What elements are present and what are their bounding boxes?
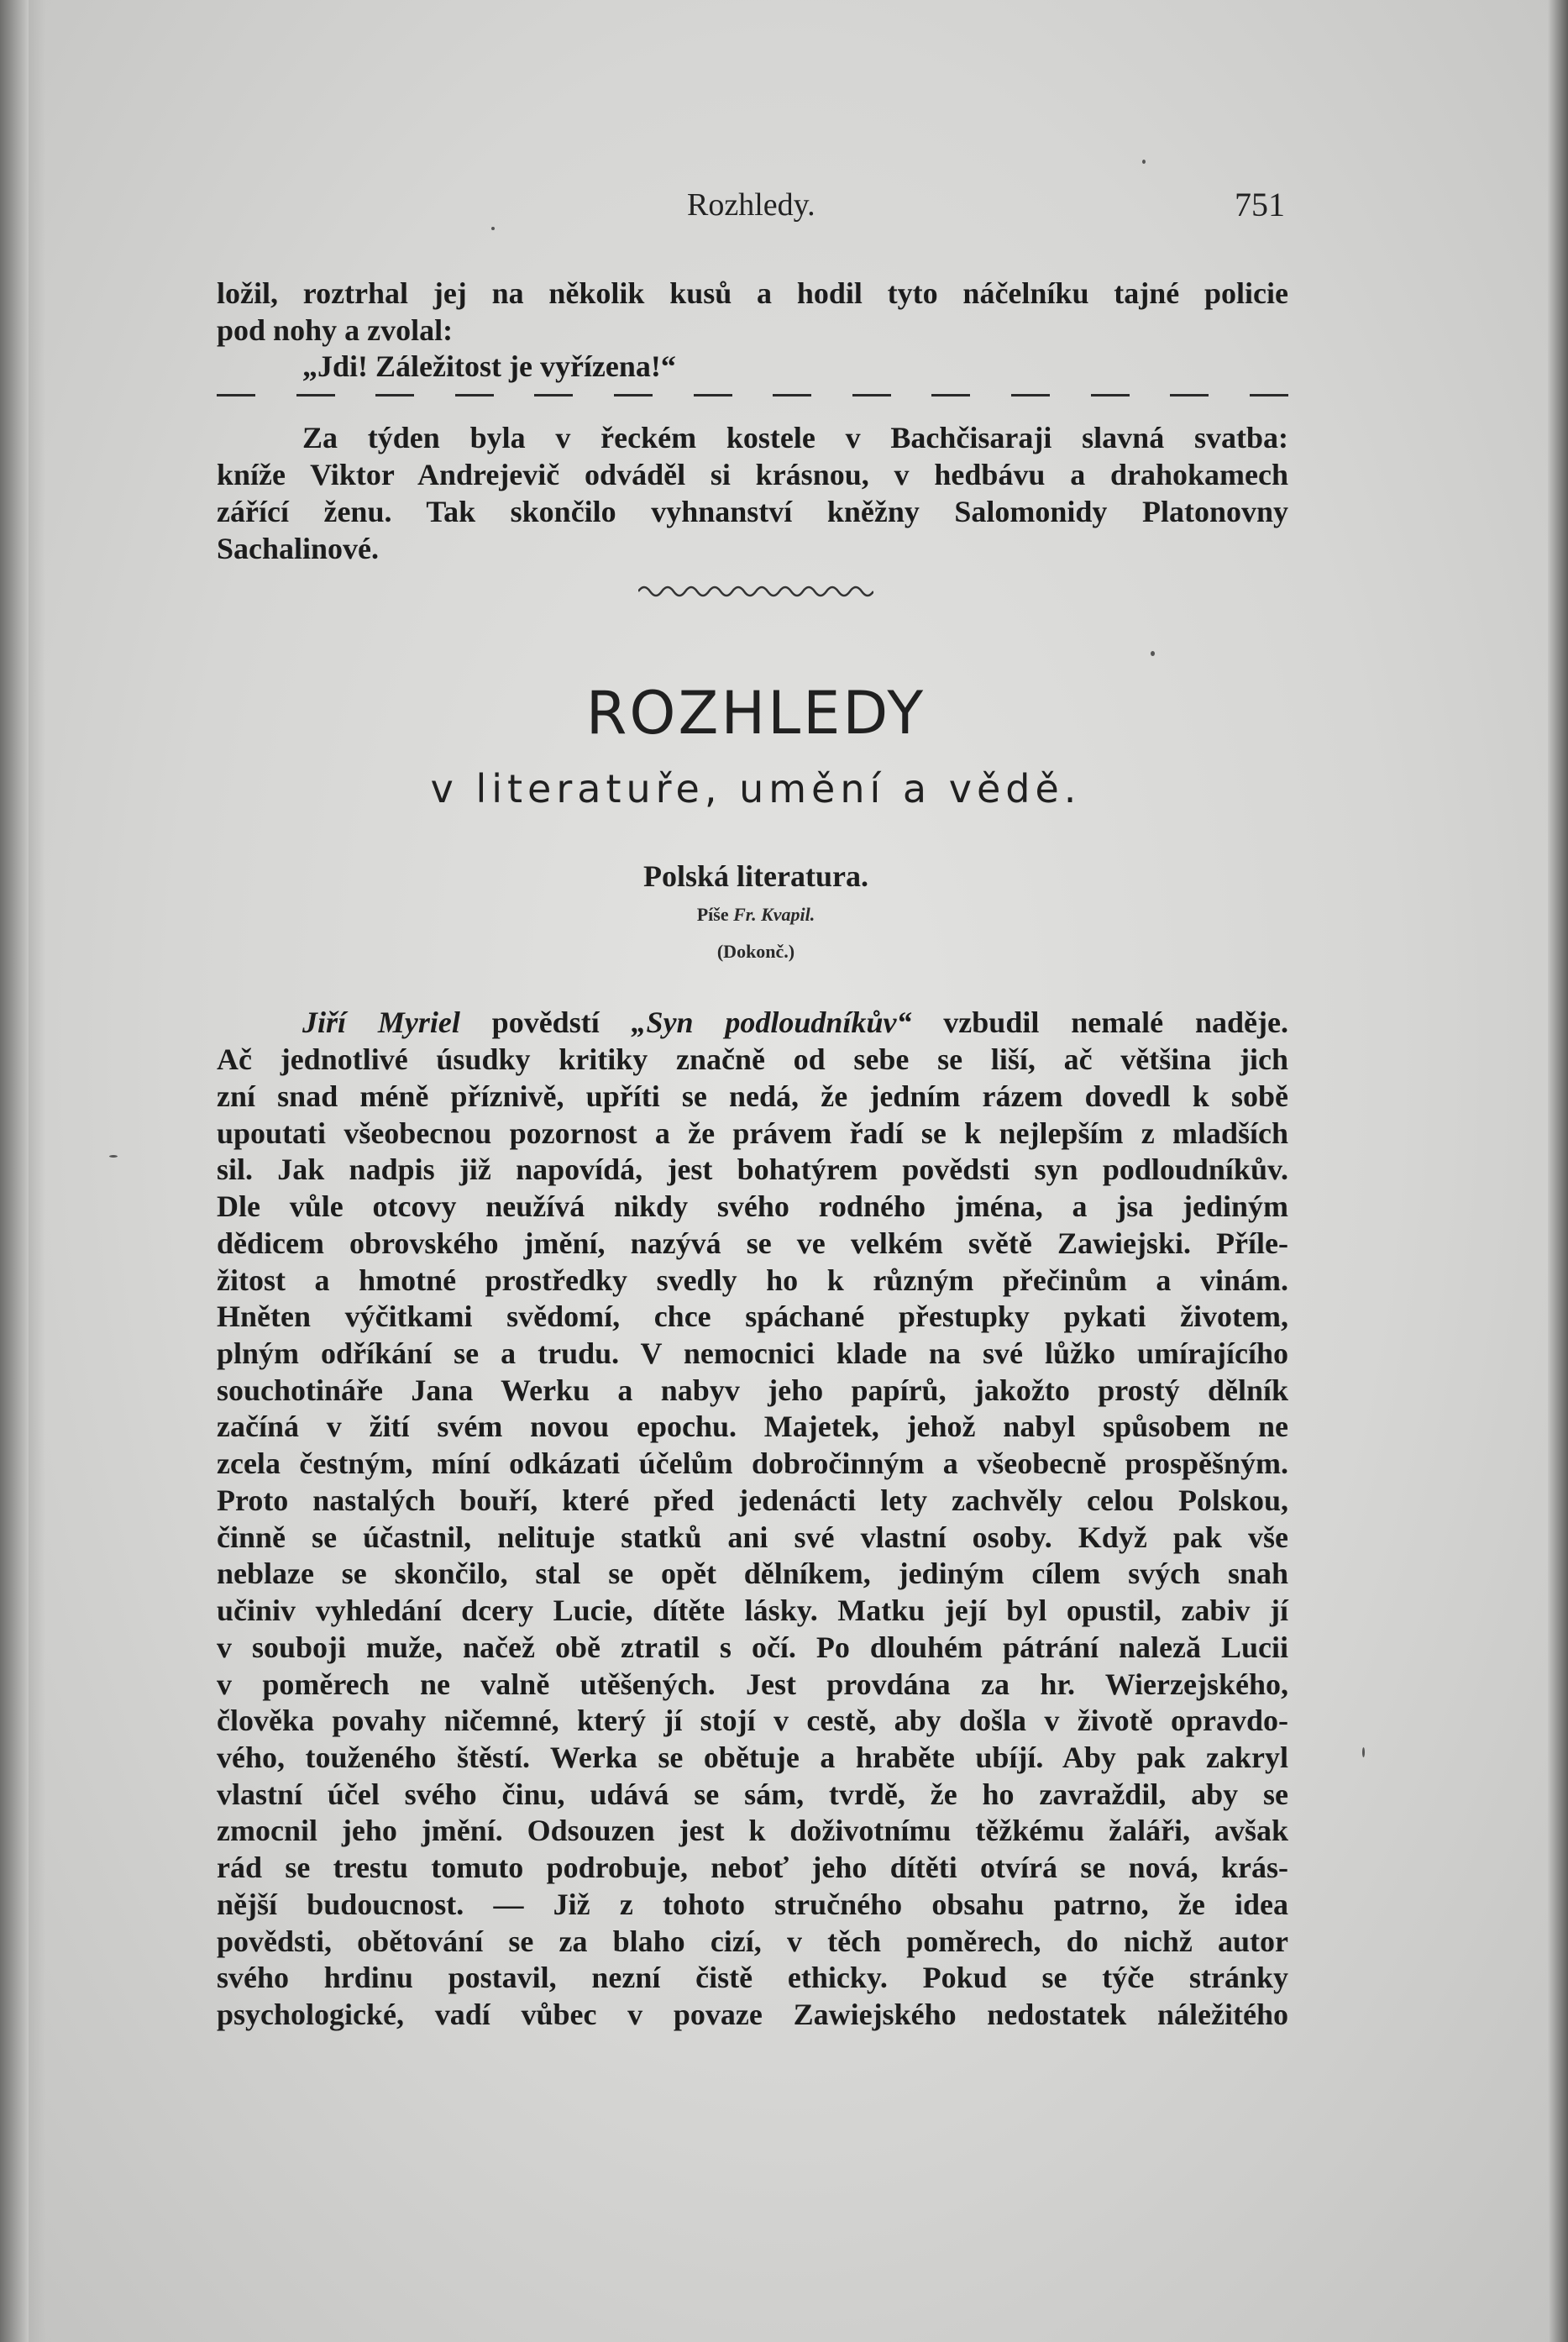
text-fragment: povědstí <box>459 1006 632 1039</box>
text-line: vého, touženého štěstí. Werka se obětuje a hraběte ubíjí. Aby pak zakryl <box>217 1741 1288 1774</box>
text-line: učiniv vyhledání dcery Lucie, dítěte lásky. Matku její byl opustil, zabiv jí <box>217 1594 1288 1627</box>
print-speck <box>491 227 495 230</box>
print-speck <box>1362 1747 1365 1757</box>
page-number: 751 <box>1235 186 1285 223</box>
text-line: souchotináře Jana Werku a nabyv jeho papírů, jakožto prostý dělník <box>217 1373 1288 1407</box>
article-title: Polská literatura. <box>643 859 868 893</box>
text-line: pod nohy a zvolal: <box>217 313 454 347</box>
text-line: psychologické, vadí vůbec v povaze Zawiejského nedostatek náležitého <box>217 1998 1288 2031</box>
text-line: Proto nastalých bouří, které před jedenácti lety zachvěly celou Polskou, <box>217 1483 1288 1517</box>
page-edge-shadow <box>1548 0 1568 2342</box>
text-line: v souboji muže, načež obě ztratil s očí. Po dlouhém pátrání naleză Lucii <box>217 1630 1288 1664</box>
text-line: ložil, roztrhal jej na několik kusů a hodil tyto náčelníku tajné policie <box>217 276 1288 310</box>
byline-author: Fr. Kvapil. <box>733 904 815 925</box>
text-line: v poměrech ne valně utěšených. Jest provdána za hr. Wierzejského, <box>217 1667 1288 1701</box>
text-line: kníže Viktor Andrejevič odváděl si krásnou, v hedbávu a drahokamech <box>217 458 1288 491</box>
text-line: svého hrdinu postavil, nezní čistě ethicky. Pokud se týče stránky <box>217 1961 1288 1994</box>
byline <box>0 904 1512 926</box>
gutter-shadow <box>29 0 45 2342</box>
continued-note: (Dokonč.) <box>716 941 795 962</box>
text-line: Dle vůle otcovy neužívá nikdy svého rodného jména, a jsa jediným <box>217 1189 1288 1223</box>
text-line: Hněten výčitkami svědomí, chce spáchané přestupky pykati životem, <box>217 1300 1288 1333</box>
main-title: ROZHLEDY <box>585 679 926 748</box>
text-line: Za týden byla v řeckém kostele v Bachčisaraji slavná svatba: <box>302 421 1288 454</box>
text-line: zní snad méně příznivě, upříti se nedá, že jedním rázem dovedl k sobě <box>217 1079 1288 1113</box>
article-first-line <box>302 1005 1288 1040</box>
main-subtitle: v literatuře, umění a vědě. <box>430 766 1082 811</box>
print-speck <box>1142 160 1146 164</box>
text-line: zmocnil jeho jmění. Odsouzen jest k doživotnímu těžkému žaláři, avšak <box>217 1814 1288 1847</box>
text-line: nější budoucnost. — Již z tohoto stručného obsahu patrno, že idea <box>217 1888 1288 1921</box>
scene-break-dashes <box>217 394 1288 399</box>
text-line: „Jdi! Záležitost je vyřízena!“ <box>302 349 676 383</box>
text-fragment: vzbudil nemalé naděje. <box>911 1006 1288 1039</box>
print-speck <box>1151 651 1155 656</box>
text-line: rád se trestu tomuto podrobuje, neboť jeho dítěti otvírá se nová, krás- <box>217 1851 1288 1884</box>
text-line: zářící ženu. Tak skončilo vyhnanství kněžny Salomonidy Platonovny <box>217 495 1288 528</box>
print-speck <box>109 1155 118 1158</box>
text-line: Ač jednotlivé úsudky kritiky značně od sebe se liší, ač většina jich <box>217 1042 1288 1076</box>
byline-prefix: Píše <box>696 904 729 925</box>
text-line: sil. Jak nadpis již napovídá, jest bohatýrem povědsti syn podloudníkův. <box>217 1153 1288 1186</box>
author-name: Jiří Myriel <box>302 1006 460 1039</box>
text-line: dědicem obrovského jmění, nazývá se ve velkém světě Zawiejski. Příle- <box>217 1226 1288 1260</box>
running-head: Rozhledy. <box>687 187 815 223</box>
text-line: zcela čestným, míní odkázati účelům dobročinným a všeobecně prospěšným. <box>217 1447 1288 1480</box>
text-line: upoutati všeobecnou pozornost a že právem řadí se k nejlepším z mladších <box>217 1116 1288 1150</box>
text-line: vlastní účel svého činu, udává se sám, tvrdě, že ho zavraždil, aby se <box>217 1778 1288 1811</box>
text-line: žitost a hmotné prostředky svedly ho k různým přečinům a vinám. <box>217 1263 1288 1297</box>
decorative-wave-ornament <box>638 580 873 600</box>
text-line: plným odříkání se a trudu. V nemocnici klade na své lůžko umírajícího <box>217 1336 1288 1370</box>
work-title: „Syn podloudníkův“ <box>631 1006 912 1039</box>
text-line: neblaze se skončilo, stal se opět dělníkem, jediným cílem svých snah <box>217 1557 1288 1590</box>
text-line: člověka povahy ničemné, který jí stojí v cestě, aby došla v životě opravdo- <box>217 1704 1288 1737</box>
book-spine-shadow <box>0 0 29 2342</box>
text-line: Sachalinové. <box>217 532 380 565</box>
text-line: začíná v žití svém novou epochu. Majetek, jehož nabyl spůsobem ne <box>217 1410 1288 1443</box>
text-line: povědsti, obětování se za blaho cizí, v těch poměrech, do nichž autor <box>217 1925 1288 1958</box>
text-line: činně se účastnil, nelituje statků ani své vlastní osoby. Když pak vše <box>217 1520 1288 1554</box>
